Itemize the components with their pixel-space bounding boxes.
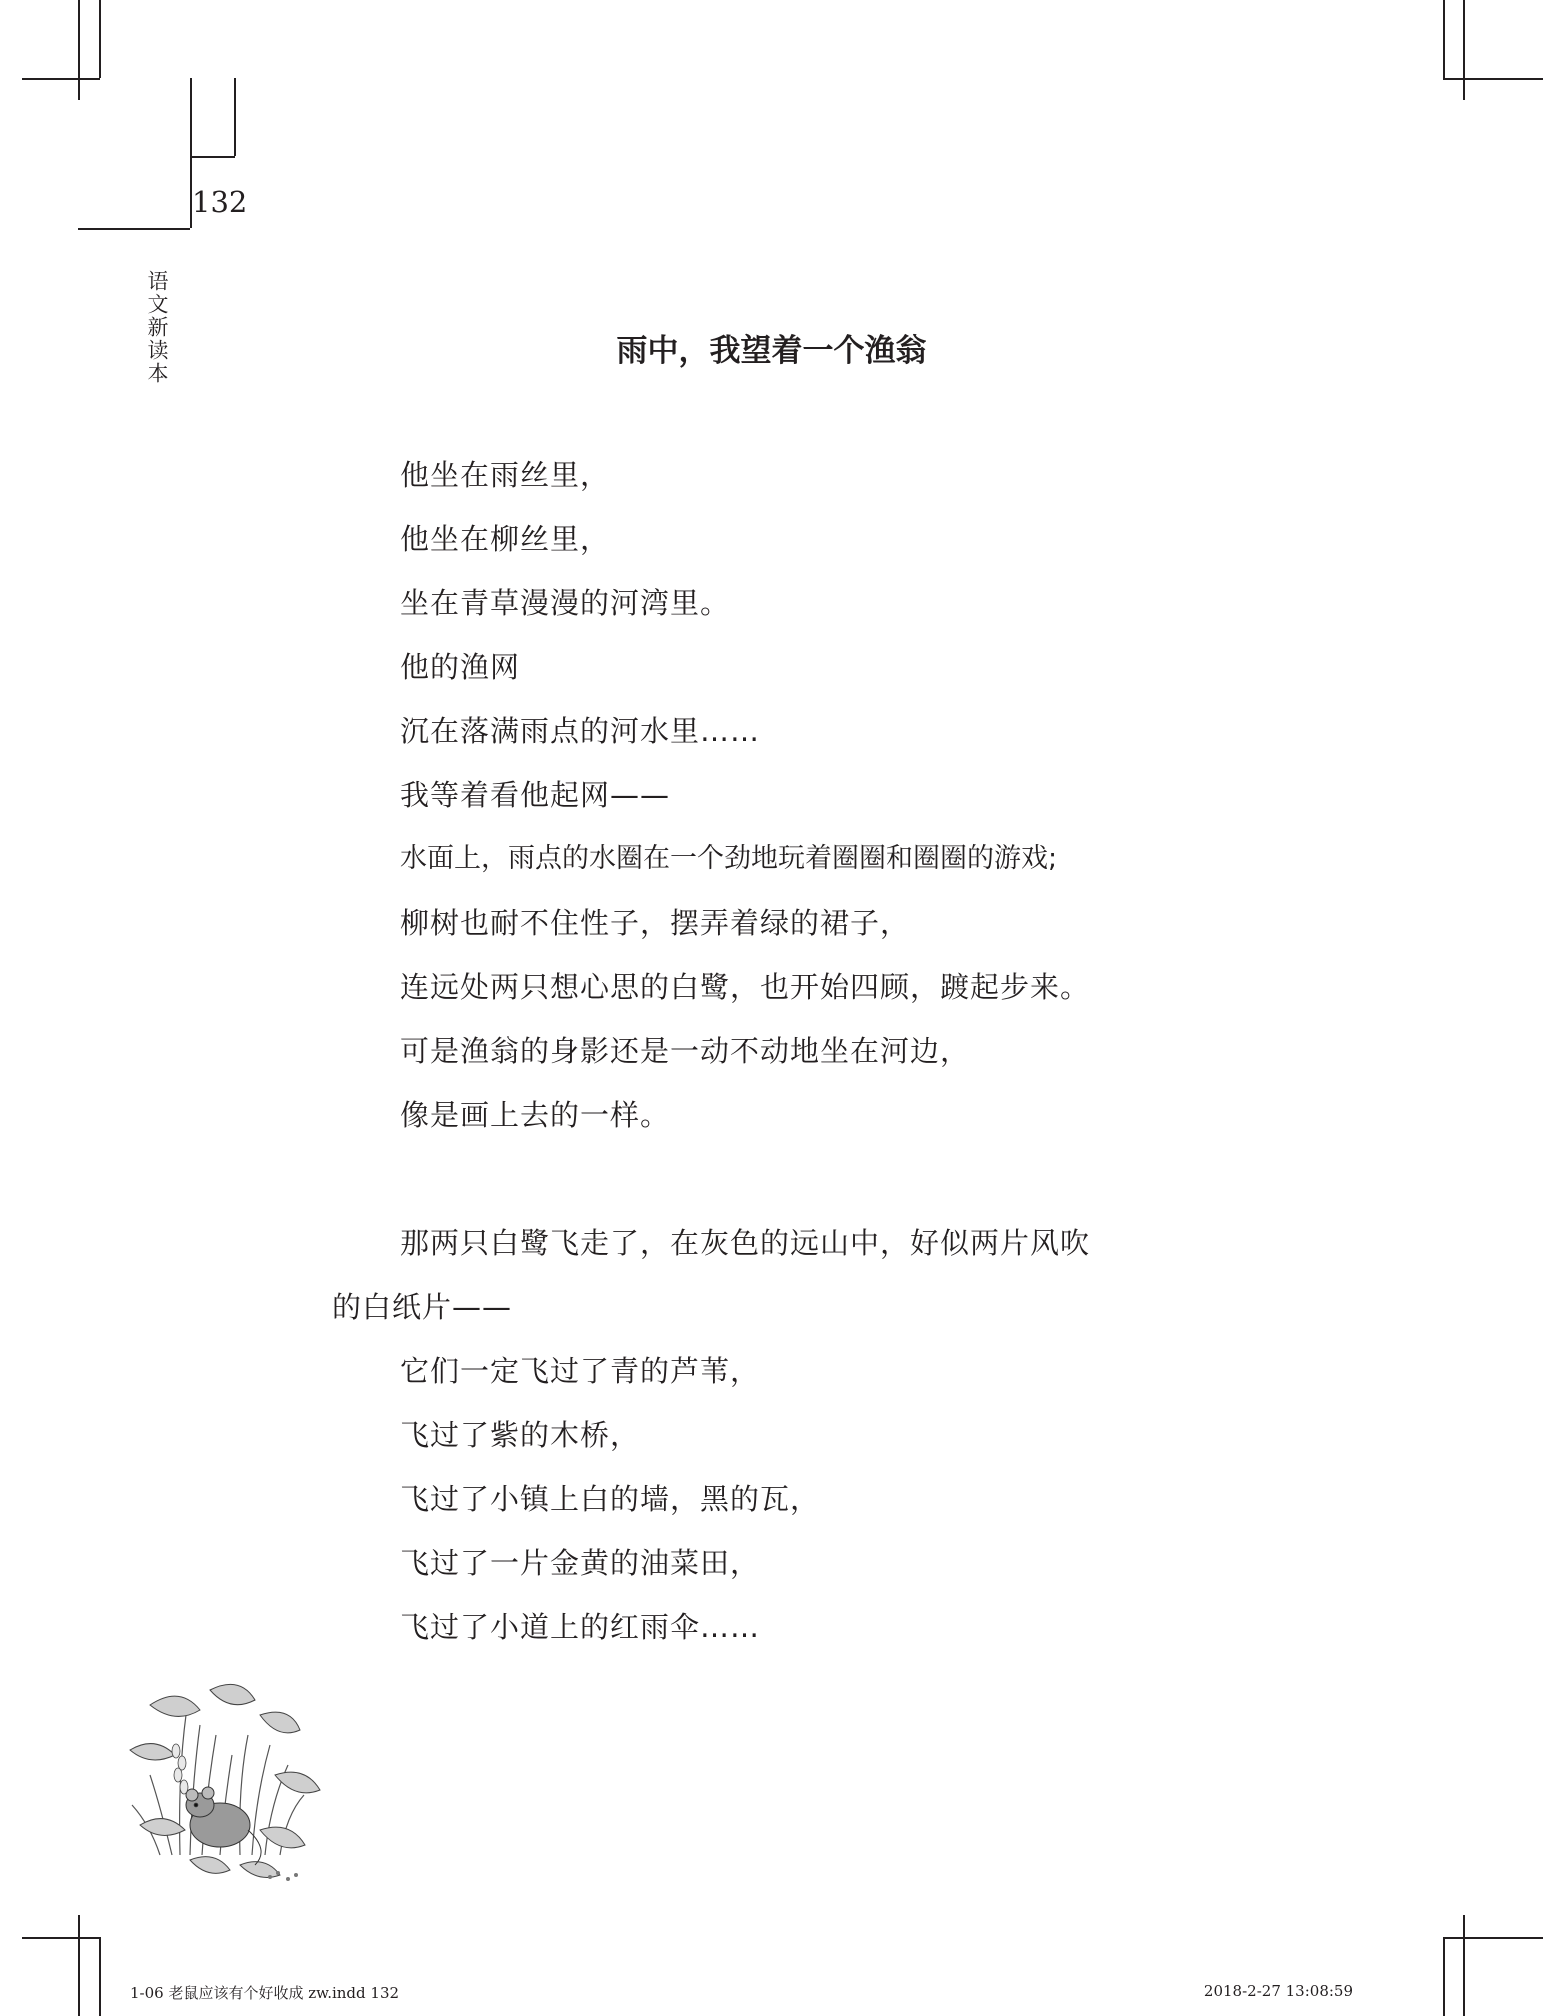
crop-mark (22, 1937, 100, 1939)
crop-mark (1443, 0, 1445, 78)
crop-mark (1443, 1937, 1543, 1939)
poem-line: 飞过了紫的木桥， (400, 1418, 641, 1452)
poem-line: 他坐在雨丝里， (400, 458, 611, 492)
poem-line: 像是画上去的一样。 (400, 1098, 671, 1132)
poem-line: 可是渔翁的身影还是一动不动地坐在河边， (400, 1034, 971, 1068)
poem-line: 沉在落满雨点的河水里…… (400, 714, 761, 748)
poem-line: 的白纸片—— (332, 1290, 513, 1324)
poem-line: 那两只白鹭飞走了，在灰色的远山中，好似两片风吹 (400, 1226, 1091, 1260)
crop-mark (78, 0, 80, 100)
crop-mark (1443, 78, 1543, 80)
poem-line: 水面上，雨点的水圈在一个劲地玩着圈圈和圈圈的游戏; (400, 843, 1058, 874)
poem-line: 连远处两只想心思的白鹭，也开始四顾，踱起步来。 (400, 970, 1091, 1004)
crop-mark (190, 156, 235, 158)
footer-timestamp: 2018-2-27 13:08:59 (1203, 1982, 1353, 2000)
crop-mark (234, 78, 236, 156)
crop-mark (1463, 0, 1465, 100)
book-title: 语文新读本 (145, 270, 169, 385)
crop-mark (78, 228, 190, 230)
poem-title: 雨中，我望着一个渔翁 (616, 333, 927, 369)
poem-line: 飞过了小道上的红雨伞…… (400, 1610, 761, 1644)
poem-line: 坐在青草漫漫的河湾里。 (400, 586, 731, 620)
poem-line: 柳树也耐不住性子，摆弄着绿的裙子， (400, 906, 911, 940)
crop-mark (1463, 1915, 1465, 2016)
crop-mark (99, 0, 101, 78)
crop-mark (99, 1937, 101, 2016)
crop-mark (1443, 1937, 1445, 2016)
crop-mark (22, 78, 100, 80)
poem-line: 我等着看他起网—— (400, 778, 671, 812)
crop-mark (78, 1915, 80, 2016)
poem-line: 飞过了一片金黄的油菜田， (400, 1546, 761, 1580)
poem-line: 飞过了小镇上白的墙，黑的瓦， (400, 1482, 821, 1516)
poem-line: 他的渔网 (400, 650, 521, 684)
page-number: 132 (192, 185, 248, 219)
mouse-in-grass-illustration (120, 1655, 340, 1885)
poem-line: 它们一定飞过了青的芦苇， (400, 1354, 761, 1388)
poem-line: 他坐在柳丝里， (400, 522, 611, 556)
footer-file-info: 1-06 老鼠应该有个好收成 zw.indd 132 (130, 1984, 400, 2002)
